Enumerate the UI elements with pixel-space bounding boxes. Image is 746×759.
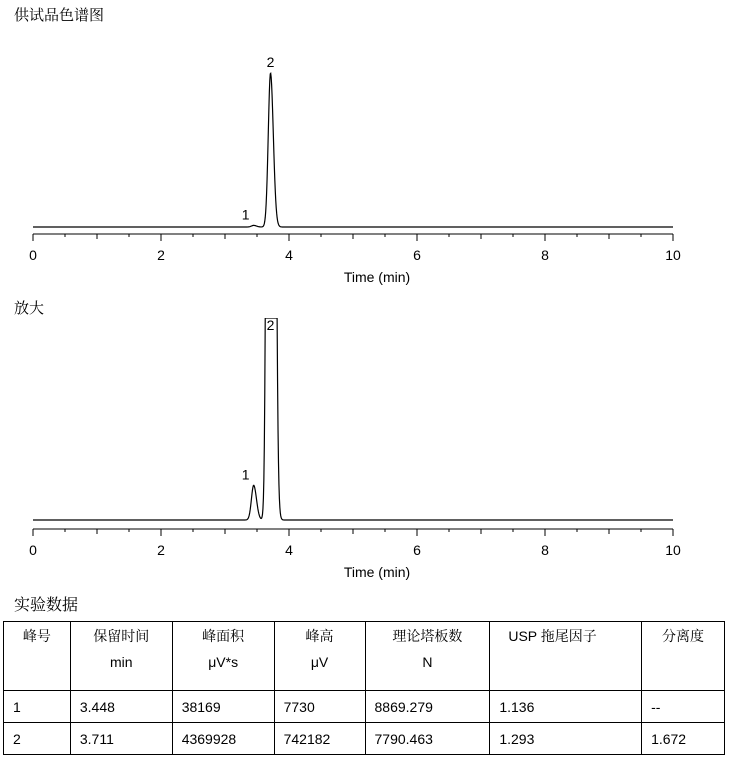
table-cell: 38169 — [172, 691, 274, 723]
x-tick-label: 0 — [29, 247, 37, 263]
column-header-0 — [4, 622, 71, 691]
chromatogram-zoomed — [0, 318, 746, 588]
peak-label-1: 1 — [241, 466, 250, 483]
table-cell: 1.293 — [490, 723, 642, 755]
table-body — [4, 691, 725, 755]
column-header-unit: μV — [310, 654, 329, 670]
x-tick-label: 6 — [413, 247, 421, 263]
table-cell: 1 — [4, 691, 71, 723]
x-tick-label: 2 — [157, 542, 165, 558]
column-header-5 — [490, 622, 642, 691]
table-cell: 4369928 — [172, 723, 274, 755]
column-header-4 — [365, 622, 490, 691]
x-tick-label: 8 — [541, 247, 549, 263]
chromatogram-full — [0, 30, 746, 292]
column-header-label: USP 拖尾因子 — [508, 628, 597, 644]
x-tick-label: 6 — [413, 542, 421, 558]
x-tick-label: 4 — [285, 247, 293, 263]
table-cell: -- — [642, 691, 725, 723]
column-header-2 — [172, 622, 274, 691]
table-title: 实验数据 — [14, 595, 79, 614]
table-cell: 8869.279 — [365, 691, 490, 723]
column-header-1 — [70, 622, 172, 691]
table-cell: 3.711 — [70, 723, 172, 755]
table-cell: 1.136 — [490, 691, 642, 723]
column-header-3 — [274, 622, 365, 691]
column-header-label: 峰号 — [22, 628, 51, 644]
table-cell: 7730 — [274, 691, 365, 723]
x-tick-label: 8 — [541, 542, 549, 558]
chart1-title: 供试品色谱图 — [14, 6, 105, 24]
peak-label-2: 2 — [266, 318, 275, 333]
table-cell: 742182 — [274, 723, 365, 755]
column-header-unit: N — [422, 654, 433, 670]
x-tick-label: 10 — [665, 247, 681, 263]
column-header-unit: μV*s — [208, 654, 239, 670]
x-tick-label: 2 — [157, 247, 165, 263]
x-axis-label: Time (min) — [343, 269, 411, 285]
x-axis-label: Time (min) — [343, 564, 411, 580]
table-cell: 7790.463 — [365, 723, 490, 755]
x-tick-label: 0 — [29, 542, 37, 558]
peak-label-1: 1 — [241, 206, 250, 223]
column-header-label: 峰高 — [305, 628, 334, 644]
table-cell: 1.672 — [642, 723, 725, 755]
table-cell: 3.448 — [70, 691, 172, 723]
column-header-unit: min — [110, 654, 133, 670]
column-header-label: 分离度 — [662, 628, 705, 644]
table-row — [4, 723, 725, 755]
x-tick-label: 10 — [665, 542, 681, 558]
column-header-label: 保留时间 — [93, 628, 150, 644]
column-header-6 — [642, 622, 725, 691]
table-row — [4, 691, 725, 723]
table-header-row — [4, 622, 725, 691]
column-header-label: 理论塔板数 — [392, 628, 463, 644]
table-cell: 2 — [4, 723, 71, 755]
chart2-title: 放大 — [14, 299, 45, 317]
x-tick-label: 4 — [285, 542, 293, 558]
chromatogram-trace — [33, 318, 673, 520]
results-table — [3, 621, 725, 755]
column-header-label: 峰面积 — [202, 628, 245, 644]
peak-label-2: 2 — [266, 54, 275, 70]
chromatogram-trace — [33, 73, 673, 227]
